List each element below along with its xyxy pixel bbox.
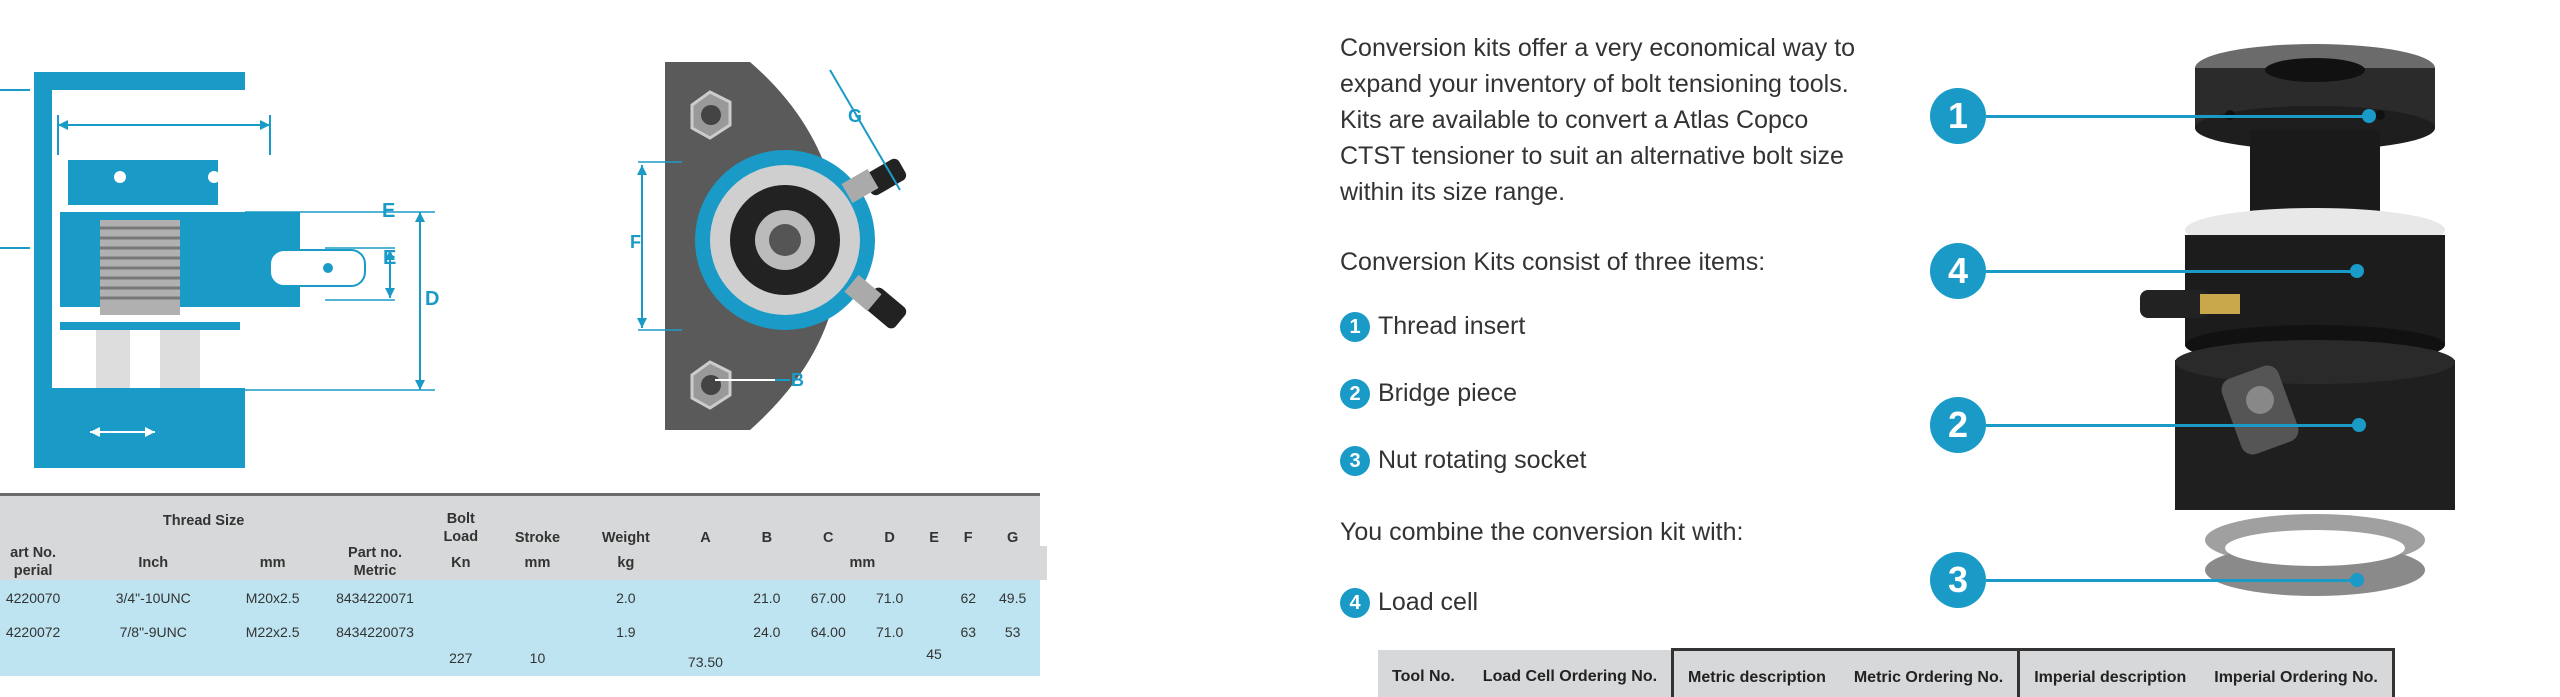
callout-badge: 4 <box>1930 243 1986 299</box>
col-g: G <box>985 495 1040 547</box>
tensioner-assembly-image <box>2130 40 2490 600</box>
col-kg: kg <box>580 546 671 580</box>
side-view-drawing <box>0 60 460 480</box>
col-f: F <box>951 495 985 547</box>
col-part-imperial: art No. perial <box>0 495 84 581</box>
col-kn: Kn <box>427 546 495 580</box>
spec-table <box>0 493 1047 676</box>
col-e: E <box>917 495 951 547</box>
item-number-badge: 3 <box>1340 446 1370 476</box>
col-imperial-description: Imperial description <box>2019 650 2201 697</box>
top-view-drawing <box>620 50 960 430</box>
list-item <box>1340 588 1478 618</box>
col-imperial-ordering: Imperial Ordering No. <box>2200 650 2393 697</box>
col-d: D <box>862 495 917 547</box>
intro-paragraph: Conversion kits offer a very economical way to expand your inventory of bolt tensioning tools. Kits are available to convert a Atlas Copco CTST tensioner to suit an alternative bolt size within its size range. <box>1340 30 1860 210</box>
item-number-badge: 1 <box>1340 312 1370 342</box>
col-load-cell-ordering: Load Cell Ordering No. <box>1469 650 1673 697</box>
col-stroke: Stroke <box>495 495 581 547</box>
col-a: A <box>671 495 739 547</box>
item-number-badge: 4 <box>1340 588 1370 618</box>
item-number-badge: 2 <box>1340 379 1370 409</box>
col-weight: Weight <box>580 495 671 547</box>
table-row: 4220070 3/4"-10UNC M20x2.5 8434220071 2.0 21.0 67.00 71.0 62 49.5 <box>0 580 1047 616</box>
dim-e-text: E <box>382 200 395 223</box>
col-stroke-mm: mm <box>495 546 581 580</box>
item-label: Bridge piece <box>1378 379 1517 407</box>
dim-b-text: B <box>791 370 804 391</box>
list-item <box>1340 379 1517 409</box>
dim-d-text: D <box>425 288 439 311</box>
item-label: Nut rotating socket <box>1378 446 1586 474</box>
combine-heading: You combine the conversion kit with: <box>1340 518 1743 547</box>
dim-f-text: F <box>630 232 641 253</box>
col-b: B <box>740 495 795 547</box>
col-part-metric: Part no. Metric <box>323 495 427 581</box>
dim-g-text: G <box>848 106 862 127</box>
callout-badge: 3 <box>1930 552 1986 608</box>
dim-e-label: E <box>383 247 396 269</box>
consist-heading: Conversion Kits consist of three items: <box>1340 248 1765 277</box>
item-label: Load cell <box>1378 588 1478 616</box>
col-mm: mm <box>222 546 323 580</box>
callout-badge: 1 <box>1930 88 1986 144</box>
col-inch: Inch <box>84 546 222 580</box>
group-bolt-load: Bolt Load <box>427 495 495 547</box>
group-thread-size: Thread Size <box>84 495 323 547</box>
list-item <box>1340 312 1525 342</box>
item-label: Thread insert <box>1378 312 1525 340</box>
ordering-table <box>1378 648 2395 697</box>
col-metric-ordering: Metric Ordering No. <box>1840 650 2019 697</box>
callout-badge: 2 <box>1930 397 1986 453</box>
table-row: 4220072 7/8"-9UNC M22x2.5 8434220073 227 10 1.9 73.50 24.0 64.00 71.0 45 63 53 <box>0 616 1047 676</box>
list-item <box>1340 446 1586 476</box>
col-unit-mm: mm <box>740 546 986 580</box>
col-tool-no: Tool No. <box>1378 650 1469 697</box>
col-metric-description: Metric description <box>1673 650 1840 697</box>
col-c: C <box>794 495 862 547</box>
